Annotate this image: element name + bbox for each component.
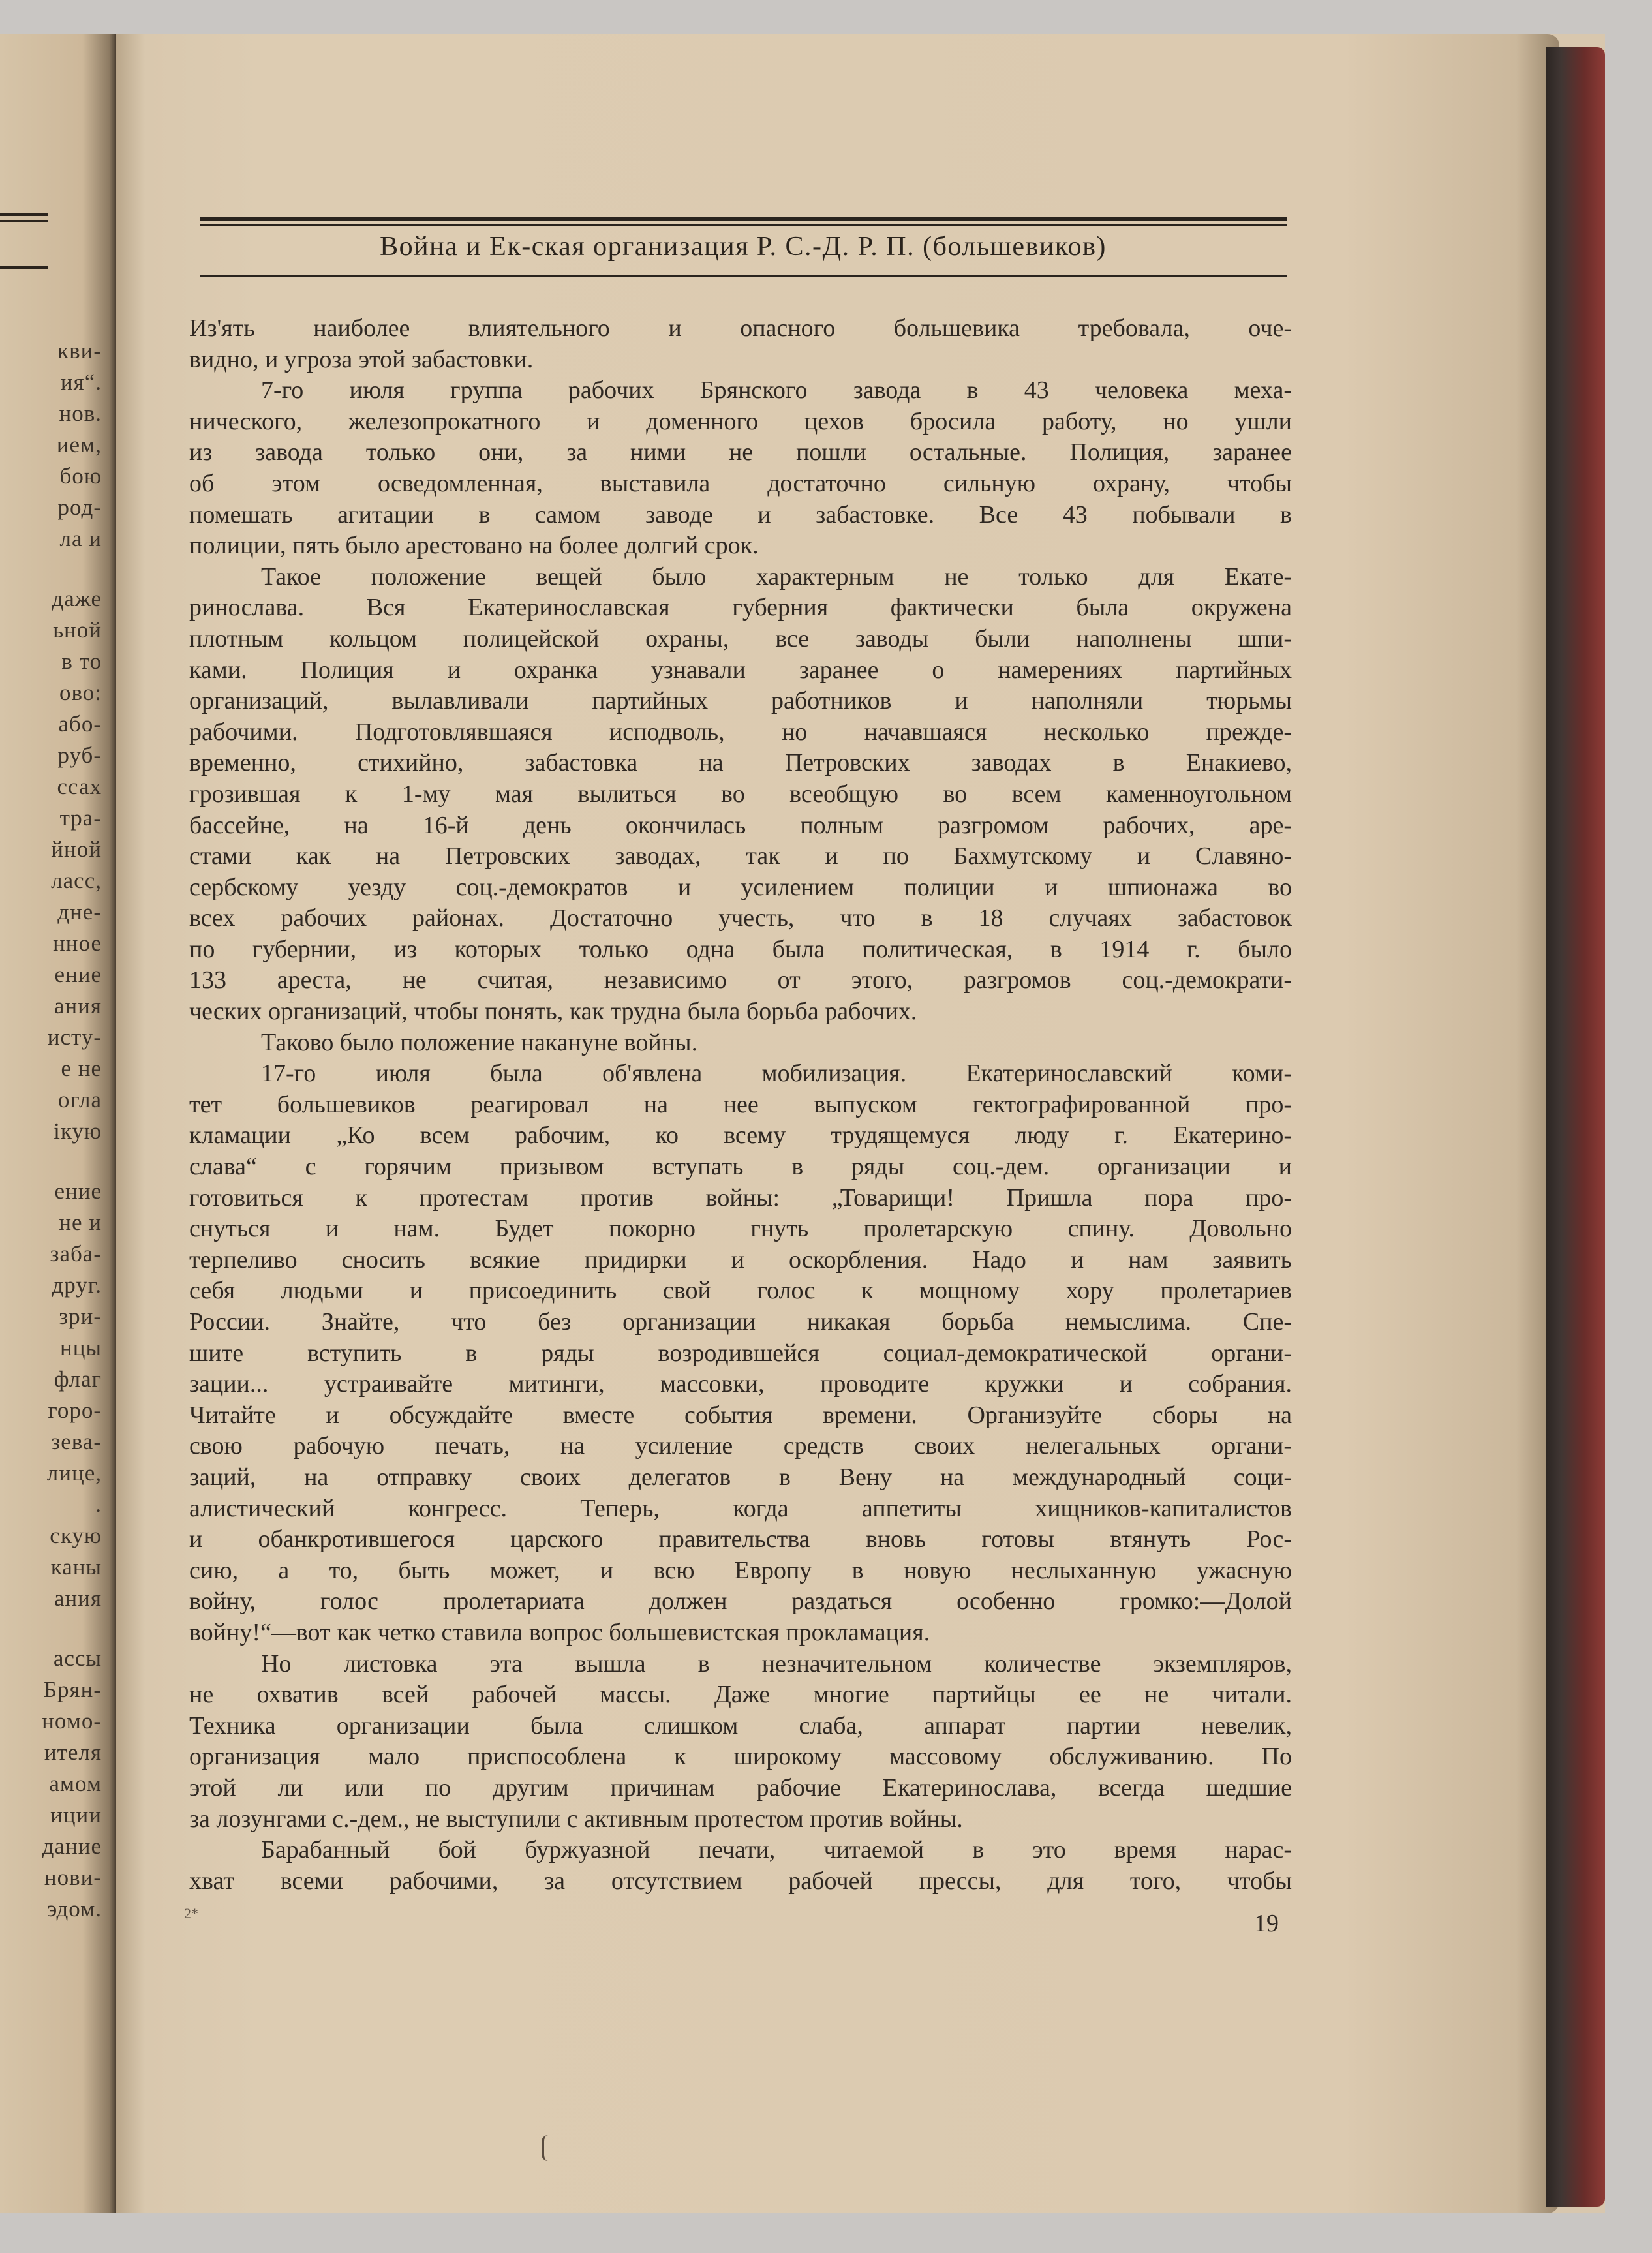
left-page-fragment: ікую: [54, 1118, 102, 1144]
left-page-fragment: .: [95, 1492, 102, 1517]
text-line: хват всеми рабочими, за отсутствием рабочей прессы, для того, чтобы: [189, 1867, 1292, 1895]
left-page-fragment: нцы: [60, 1335, 102, 1360]
text-line: кламации „Ко всем рабочим, ко всему трудящемуся люду г. Екатерино-: [189, 1122, 1292, 1150]
left-page-fragment: нов.: [59, 401, 102, 426]
left-page-fragment: ания: [54, 1586, 102, 1611]
text-line: шите вступить в ряды возродившейся социал-демократической органи-: [189, 1339, 1292, 1367]
left-page-fragment: ла и: [59, 526, 102, 551]
left-page-fragment: ение: [54, 962, 102, 987]
text-line: готовиться к протестам против войны: „Товарищи! Пришла пора про-: [189, 1184, 1292, 1212]
text-line: 17-го июля была об'явлена мобилизация. Екатеринославский коми-: [261, 1060, 1292, 1088]
left-header-rule: [0, 266, 48, 269]
left-page-fragment: нное: [53, 930, 102, 956]
book-cover-edge: [1546, 47, 1605, 2207]
text-line: за лозунгами с.-дем., не выступили с активным протестом против войны.: [189, 1805, 963, 1833]
text-line: из завода только они, за ними не пошли остальные. Полиция, заранее: [189, 438, 1292, 467]
left-header-rule: [0, 220, 48, 222]
left-page-fragment: ием,: [56, 432, 102, 457]
text-line: бассейне, на 16-й день окончилась полным разгромом рабочих, аре-: [189, 811, 1292, 839]
left-page-fragment: ия“.: [60, 369, 102, 395]
text-line: помешать агитации в самом заводе и забастовке. Все 43 побывали в: [189, 500, 1292, 529]
left-page-fragment: дание: [42, 1833, 102, 1859]
left-page-fragment: ассы: [53, 1646, 102, 1671]
text-line: временно, стихийно, забастовка на Петровских заводах в Енакиево,: [189, 749, 1292, 777]
text-line: Такое положение вещей было характерным не только для Екате-: [261, 562, 1292, 590]
header-rule-top: [200, 217, 1287, 221]
text-line: свою рабочую печать, на усиление средств своих нелегальных органи-: [189, 1432, 1292, 1460]
text-line: 7-го июля группа рабочих Брянского завода в 43 человека меха-: [261, 376, 1292, 405]
text-line: снуться и нам. Будет покорно гнуть пролетарскую спину. Довольно: [189, 1215, 1292, 1243]
left-page-fragment: ания: [54, 993, 102, 1019]
left-page-fragment: в то: [61, 649, 102, 674]
text-line: организация мало приспособлена к широкому массовому обслуживанию. По: [189, 1743, 1292, 1771]
left-header-rule: [0, 213, 48, 216]
text-line: ринослава. Вся Екатеринославская губерния фактически была окружена: [189, 594, 1292, 622]
left-page-fragment: дне-: [57, 899, 102, 925]
text-line: нического, железопрокатного и доменного цехов бросила работу, но ушли: [189, 407, 1292, 435]
left-page-fragment: даже: [52, 586, 102, 611]
left-page-fragment: эдом.: [47, 1896, 102, 1922]
text-line: по губернии, из которых только одна была политическая, в 1914 г. было: [189, 935, 1292, 963]
text-line: Техника организации была слишком слаба, аппарат партии невелик,: [189, 1711, 1292, 1740]
left-page-fragment: йной: [51, 836, 102, 862]
left-page-fragment: каны: [50, 1554, 102, 1580]
text-line: не охватив всей рабочей массы. Даже многие партийцы ее не читали.: [189, 1681, 1292, 1709]
text-line: 133 ареста, не считая, независимо от этого, разгромов соц.-демократи-: [189, 966, 1292, 994]
left-page-fragment: заба-: [50, 1241, 102, 1266]
text-line: стами как на Петровских заводах, так и по Бахмутскому и Славяно-: [189, 842, 1292, 870]
left-page-fragment: е не: [61, 1056, 102, 1081]
text-line: алистический конгресс. Теперь, когда аппетиты хищников-капиталистов: [189, 1494, 1292, 1522]
left-page-fragment: горо-: [48, 1398, 102, 1423]
left-page-fragment: род-: [57, 495, 102, 520]
left-page-fragment: бою: [59, 463, 102, 489]
left-page-fragment: тра-: [59, 805, 102, 831]
text-line: Читайте и обсуждайте вместе события времени. Организуйте сборы на: [189, 1401, 1292, 1429]
text-line: тет большевиков реагировал на нее выпуском гектографированной про-: [189, 1090, 1292, 1118]
left-page-fragment: иции: [50, 1802, 102, 1828]
left-page-fragment: ителя: [44, 1740, 102, 1765]
left-page-fragment: ласс,: [51, 868, 102, 893]
text-line: Таково было положение накануне войны.: [261, 1028, 698, 1056]
text-line: терпеливо сносить всякие придирки и оскорбления. Надо и нам заявить: [189, 1246, 1292, 1274]
left-page-fragment: зри-: [59, 1304, 102, 1329]
running-head: Война и Ек-ская организация Р. С.-Д. Р. П. (большевиков): [380, 232, 1107, 262]
left-page-fragment: зева-: [51, 1429, 102, 1454]
text-line: сербскому уезду соц.-демократов и усилением полиции и шпионажа во: [189, 873, 1292, 901]
left-page-fragment: руб-: [57, 743, 102, 768]
left-page-edge: [0, 34, 117, 2213]
text-line: рабочими. Подготовлявшаяся исподволь, но начавшаяся несколько прежде-: [189, 718, 1292, 746]
text-line: заций, на отправку своих делегатов в Вену на международный соци-: [189, 1463, 1292, 1491]
body-text: [189, 313, 1292, 1897]
left-page-fragment: ение: [54, 1178, 102, 1204]
left-page-fragment: флаг: [54, 1366, 102, 1392]
left-page-fragment: ово:: [59, 680, 102, 705]
left-page-fragment: не и: [59, 1210, 102, 1235]
signature-mark: 2*: [184, 1905, 198, 1922]
text-line: России. Знайте, что без организации никакая борьба немыслима. Спе-: [189, 1308, 1292, 1336]
text-line: об этом осведомленная, выставила достаточно сильную охрану, чтобы: [189, 469, 1292, 497]
left-page-fragment: ссах: [57, 774, 102, 799]
text-line: войну!“—вот как четко ставила вопрос большевистская прокламация.: [189, 1618, 930, 1646]
text-line: ками. Полиция и охранка узнавали заранее о намерениях партийных: [189, 656, 1292, 684]
left-page-fragment: исту-: [47, 1024, 102, 1050]
text-line: ческих организаций, чтобы понять, как трудна была борьба рабочих.: [189, 998, 917, 1026]
text-line: себя людьми и присоединить свой голос к мощному хору пролетариев: [189, 1277, 1292, 1305]
text-line: всех рабочих районах. Достаточно учесть, что в 18 случаях забастовок: [189, 904, 1292, 932]
left-page-fragment: скую: [50, 1523, 102, 1548]
left-page-fragment: лице,: [46, 1460, 102, 1486]
left-page-fragment: або-: [58, 711, 102, 737]
left-page-fragment: номо-: [42, 1708, 102, 1734]
text-line: Барабанный бой буржуазной печати, читаемой в это время нарас-: [261, 1836, 1292, 1864]
left-page-fragment: Брян-: [43, 1677, 102, 1702]
text-line: войну, голос пролетариата должен раздаться особенно громко:—Долой: [189, 1587, 1292, 1616]
text-line: видно, и угроза этой забастовки.: [189, 345, 534, 373]
left-page-fragment: ьной: [53, 617, 102, 643]
text-line: плотным кольцом полицейской охраны, все заводы были наполнены шпи-: [189, 624, 1292, 652]
pencil-mark: [542, 2135, 549, 2161]
text-line: организаций, вылавливали партийных работников и наполняли тюрьмы: [189, 687, 1292, 715]
text-line: сию, а то, быть может, и всю Европу в новую неслыханную ужасную: [189, 1556, 1292, 1584]
text-line: слава“ с горячим призывом вступать в ряды соц.-дем. организации и: [189, 1153, 1292, 1181]
text-line: этой ли или по другим причинам рабочие Екатеринослава, всегда шедшие: [189, 1773, 1292, 1801]
text-line: Но листовка эта вышла в незначительном количестве экземпляров,: [261, 1649, 1292, 1678]
text-line: грозившая к 1-му мая вылиться во всеобщую во всем каменноугольном: [189, 780, 1292, 808]
text-line: Из'ять наиболее влиятельного и опасного большевика требовала, оче-: [189, 314, 1292, 342]
left-page-fragment: нови-: [44, 1865, 102, 1890]
text-line: зации... устраивайте митинги, массовки, проводите кружки и собрания.: [189, 1370, 1292, 1398]
left-page-fragment: амом: [49, 1771, 102, 1796]
left-page-fragment: огла: [57, 1087, 102, 1112]
text-line: полиции, пять было арестовано на более долгий срок.: [189, 532, 759, 560]
text-line: и обанкротившегося царского правительства вновь готовы втянуть Рос-: [189, 1525, 1292, 1554]
header-rule-top-thin: [200, 224, 1287, 226]
header-rule-bottom: [200, 275, 1287, 277]
left-page-fragment: друг.: [52, 1272, 102, 1298]
left-page-fragment: кви-: [57, 338, 102, 363]
page-number: 19: [1254, 1910, 1279, 1937]
